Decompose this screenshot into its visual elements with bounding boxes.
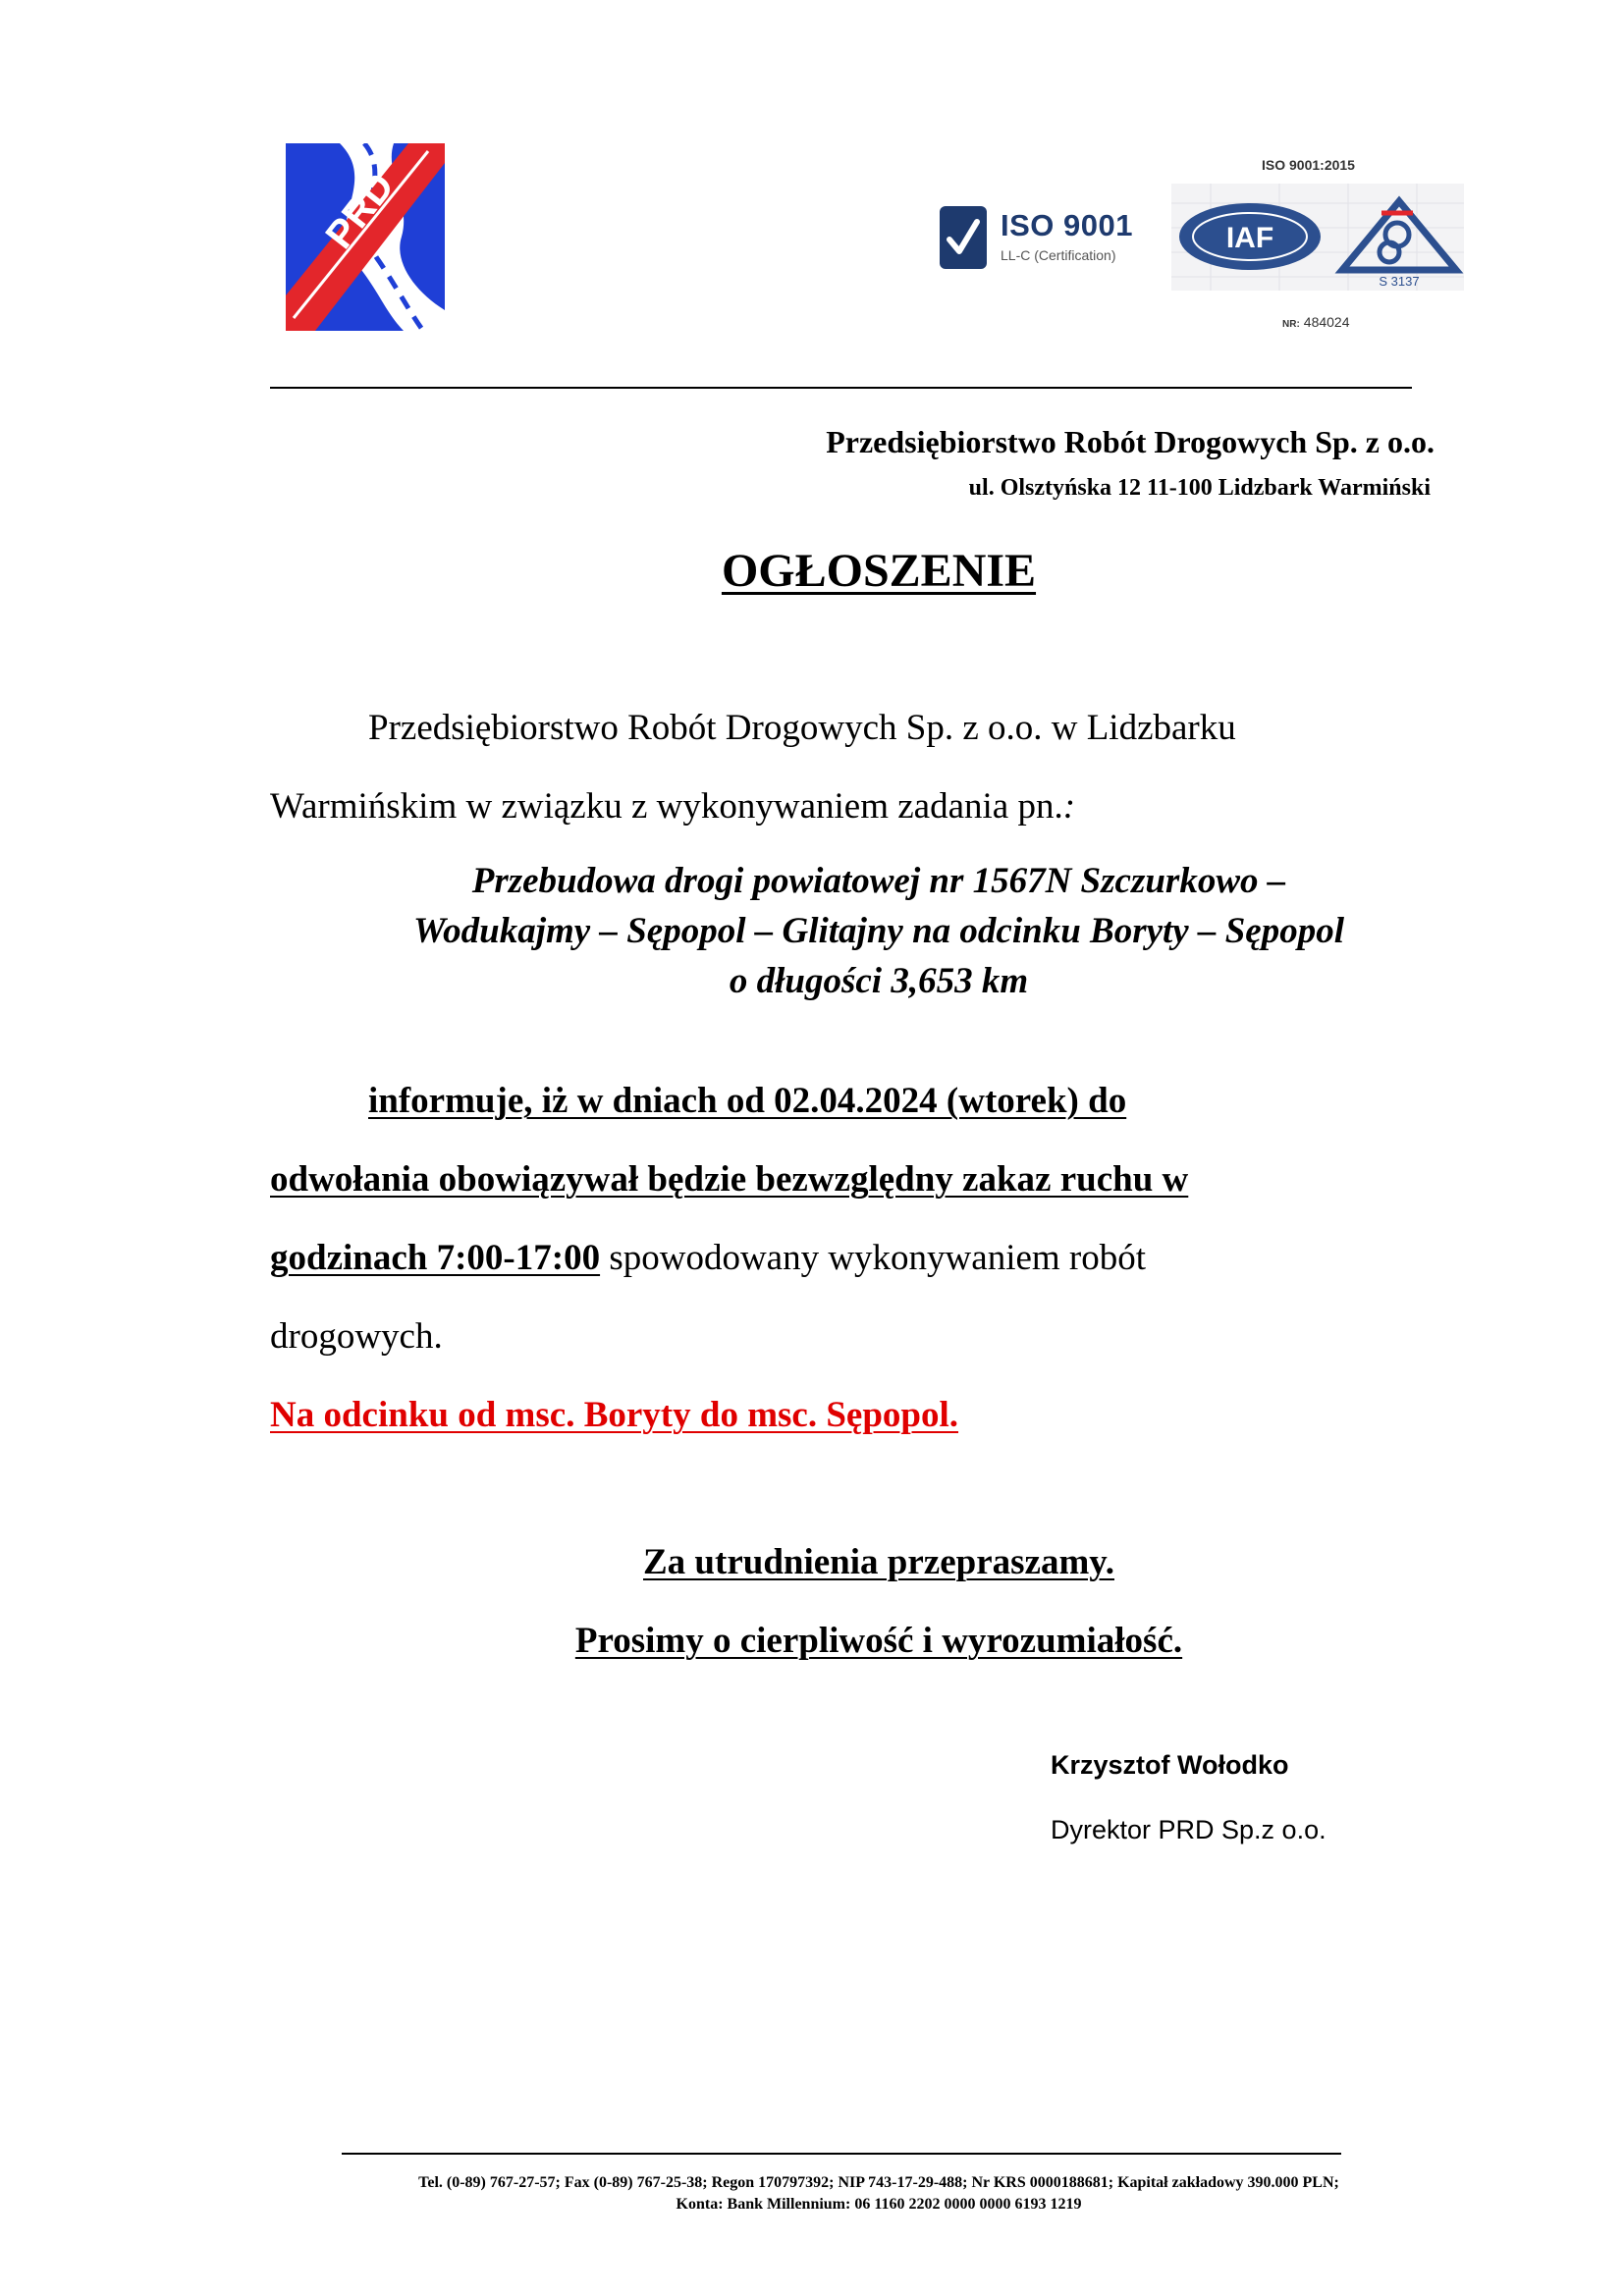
- info-line-3-rest: spowodowany wykonywaniem robót: [600, 1238, 1147, 1278]
- info-line-1-text: informuje, iż w dniach od 02.04.2024 (wtorek) do: [368, 1081, 1127, 1121]
- footer-bank: Konta: Bank Millennium: 06 1160 2202 0000 0000 6193 1219: [676, 2196, 1082, 2213]
- footer-divider: [342, 2153, 1341, 2155]
- document-title: OGŁOSZENIE: [721, 545, 1037, 597]
- prd-logo: [286, 143, 445, 331]
- checkmark-icon: [940, 206, 987, 269]
- info-line-4: drogowych.: [270, 1316, 443, 1357]
- signer-role: Dyrektor PRD Sp.z o.o.: [1051, 1815, 1326, 1844]
- intro-line-1: Przedsiębiorstwo Robót Drogowych Sp. z o.o. w Lidzbarku: [368, 708, 1236, 748]
- apology-line: Za utrudnienia przepraszamy.: [643, 1542, 1114, 1582]
- project-line-3: o długości 3,653 km: [729, 961, 1029, 1001]
- cert-number-label: NR:: [1282, 319, 1300, 330]
- project-line-1: Przebudowa drogi powiatowej nr 1567N Szczurkowo –: [471, 861, 1286, 901]
- cert-standard-label: ISO 9001:2015: [1262, 157, 1355, 173]
- info-line-3: [270, 1237, 1146, 1279]
- signer-name: Krzysztof Wołodko: [1051, 1750, 1289, 1780]
- intro-line-2-text: Warmińskim w związku z wykonywaniem zadania pn.: [270, 786, 1063, 827]
- iaf-text: IAF: [1225, 222, 1274, 254]
- road-section-text: Na odcinku od msc. Boryty do msc. Sępopol.: [270, 1395, 959, 1435]
- intro-colon: :: [1062, 786, 1076, 827]
- patience-line: Prosimy o cierpliwość i wyrozumiałość.: [574, 1621, 1183, 1661]
- info-line-2: [270, 1158, 1188, 1201]
- footer-contact: Tel. (0-89) 767-27-57; Fax (0-89) 767-25-38; Regon 170797392; NIP 743-17-29-488; Nr KRS 0000188681; Kapitał zakładowy 390.000 PLN;: [418, 2174, 1339, 2191]
- iso-badge-subtitle: LL-C (Certification): [1001, 247, 1116, 263]
- company-name: Przedsiębiorstwo Robót Drogowych Sp. z o.o.: [826, 424, 1435, 459]
- cert-code: S 3137: [1379, 274, 1420, 289]
- iso-badge-title: ISO 9001: [1001, 208, 1133, 242]
- info-line-1: [368, 1080, 1126, 1122]
- iso-9001-badge: [940, 204, 1144, 271]
- cert-number: [1282, 314, 1350, 330]
- project-line-2: Wodukajmy – Sępopol – Glitajny na odcinku Boryty – Sępopol: [413, 911, 1344, 951]
- company-address: ul. Olsztyńska 12 11-100 Lidzbark Warmiński: [968, 475, 1431, 501]
- info-line-2-text: odwołania obowiązywał będzie bezwzględny zakaz ruchu w: [270, 1159, 1189, 1200]
- road-section-notice: [270, 1394, 958, 1436]
- intro-line-2: [270, 785, 1075, 828]
- svg-text:PRD: PRD: [317, 164, 404, 257]
- info-hours: godzinach 7:00-17:00: [270, 1238, 601, 1278]
- cert-number-value: 484024: [1303, 314, 1350, 330]
- header-divider: [270, 387, 1412, 389]
- certification-seals: [1171, 184, 1464, 291]
